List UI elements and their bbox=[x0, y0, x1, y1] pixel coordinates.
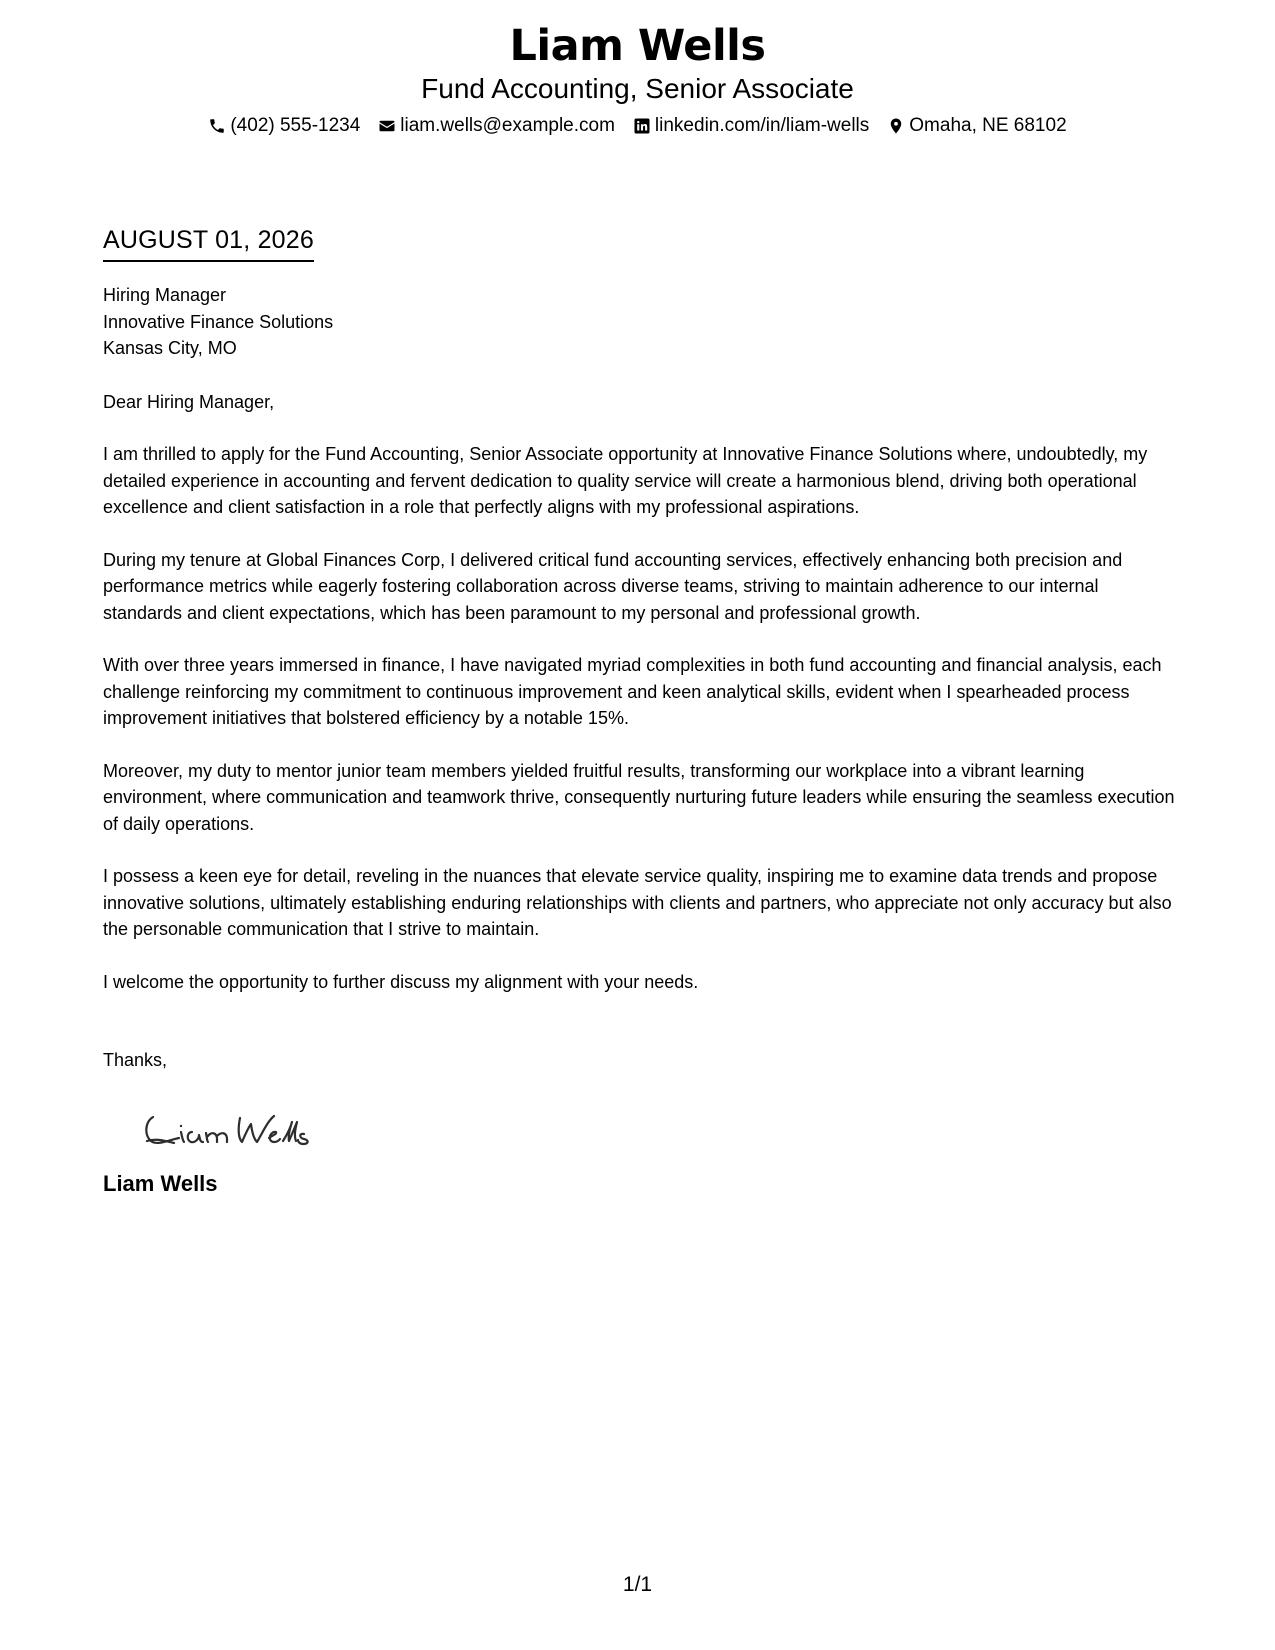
linkedin-text: linkedin.com/in/liam-wells bbox=[654, 115, 870, 136]
paragraph-6: I welcome the opportunity to further discuss my alignment with your needs. bbox=[103, 971, 699, 992]
page-number: 1/1 bbox=[622, 1573, 653, 1596]
phone-contact bbox=[208, 114, 360, 138]
paragraph-4: Moreover, my duty to mentor junior team members yielded fruitful results, transforming our workplace into a vibrant learning environment, where communication and teamwork thrive, consequently nurturing future leaders while ensuring the seamless execution of daily operations. bbox=[103, 760, 1175, 834]
recipient-line-3: Kansas City, MO bbox=[103, 338, 237, 358]
paragraph-5: I possess a keen eye for detail, reveling in the nuances that elevate service quality, inspiring me to examine data trends and propose innovative solutions, ultimately establishing enduring relationships with clients and partners, who appreciate not only accuracy but also the personable communication that I strive to maintain. bbox=[103, 866, 1172, 939]
recipient-line-2: Innovative Finance Solutions bbox=[103, 311, 334, 332]
applicant-title: Fund Accounting, Senior Associate bbox=[421, 73, 854, 104]
phone-icon bbox=[208, 117, 226, 135]
applicant-name: Liam Wells bbox=[509, 21, 766, 71]
closing: Thanks, bbox=[103, 1050, 168, 1070]
letter-date: AUGUST 01, 2026 bbox=[103, 222, 314, 262]
contact-row bbox=[0, 114, 1275, 138]
paragraph-1: I am thrilled to apply for the Fund Accounting, Senior Associate opportunity at Innovative Finance Solutions where, undoubtedly, my detailed experience in accounting and fervent dedication to quality service will create a harmonious blend, driving both operational excellence and client satisfaction in a role that perfectly aligns with my professional aspirations. bbox=[103, 444, 1148, 517]
linkedin-contact bbox=[633, 114, 869, 138]
signer-name: Liam Wells bbox=[103, 1170, 218, 1196]
email-contact bbox=[378, 114, 615, 138]
letter-body bbox=[103, 222, 1178, 1198]
handwritten-signature bbox=[137, 1104, 327, 1152]
recipient-block bbox=[103, 282, 1178, 362]
phone-text: (402) 555-1234 bbox=[230, 115, 361, 136]
linkedin-icon bbox=[633, 117, 651, 135]
map-pin-icon bbox=[887, 117, 905, 135]
location-text: Omaha, NE 68102 bbox=[909, 115, 1067, 136]
recipient-line-1: Hiring Manager bbox=[103, 285, 227, 305]
letter-header bbox=[0, 20, 1275, 138]
email-text: liam.wells@example.com bbox=[400, 115, 615, 136]
envelope-icon bbox=[378, 117, 396, 135]
location-contact bbox=[887, 114, 1066, 138]
salutation: Dear Hiring Manager, bbox=[103, 391, 275, 412]
paragraph-2: During my tenure at Global Finances Corp, I delivered critical fund accounting services, effectively enhancing both precision and performance metrics while eagerly fostering collaboration across diverse teams, striving to maintain adherence to our internal standards and client expectations, which has been paramount to my personal and professional growth. bbox=[103, 549, 1123, 623]
paragraph-3: With over three years immersed in finance, I have navigated myriad complexities in both fund accounting and financial analysis, each challenge reinforcing my commitment to continuous improvement and keen analytical skills, evident when I spearheaded process improvement initiatives that bolstered efficiency by a notable 15%. bbox=[103, 655, 1162, 728]
